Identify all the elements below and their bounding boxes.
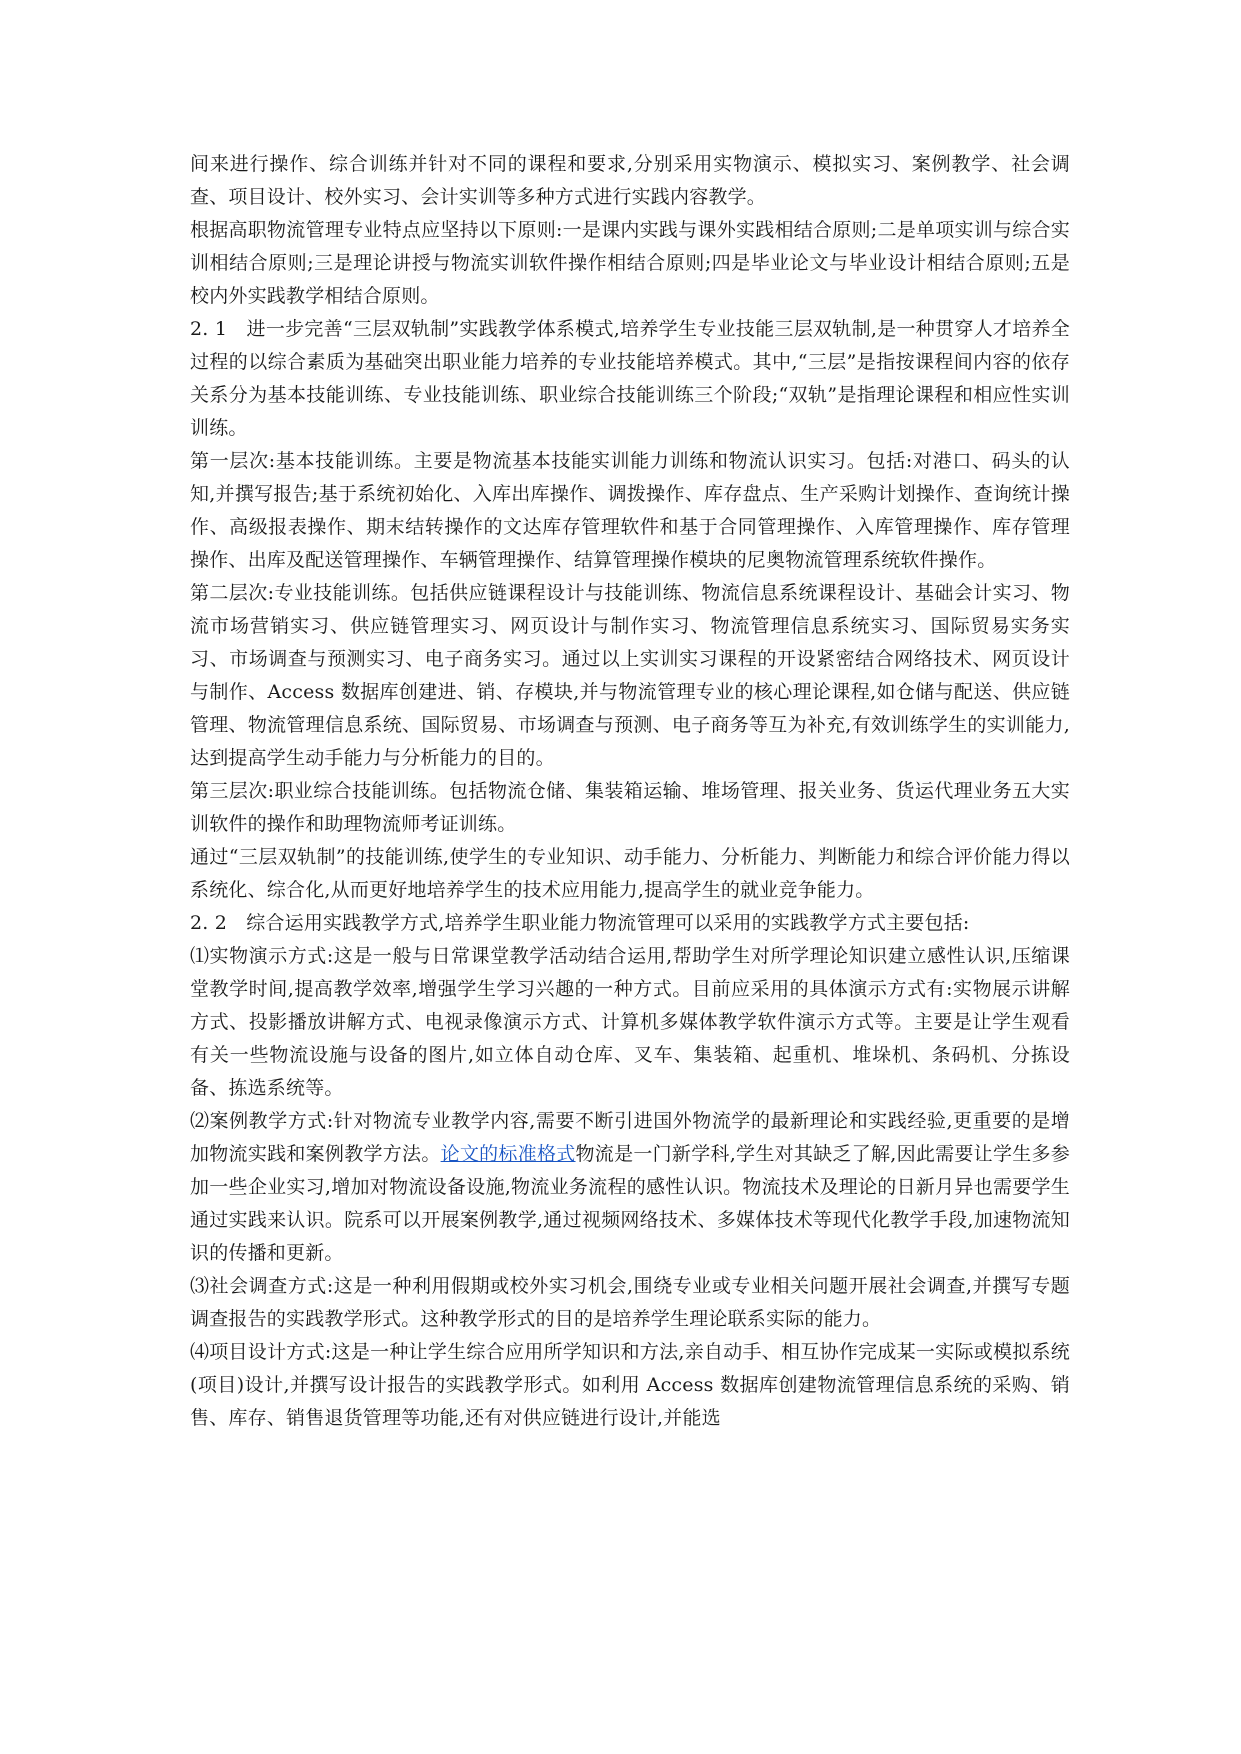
- paragraph-level-one: 第一层次:基本技能训练。主要是物流基本技能实训能力训练和物流认识实习。包括:对港口、码头的认知,并撰写报告;基于系统初始化、入库出库操作、调拨操作、库存盘点、生产采购计划操作、查询统计操作、高级报表操作、期末结转操作的文达库存管理软件和基于合同管理操作、入库管理操作、库存管理操作、出库及配送管理操作、车辆管理操作、结算管理操作模块的尼奥物流管理系统软件操作。: [190, 450, 1070, 571]
- paragraph-level-three: 第三层次:职业综合技能训练。包括物流仓储、集装箱运输、堆场管理、报关业务、货运代理业务五大实训软件的操作和助理物流师考证训练。: [190, 780, 1070, 835]
- paragraph-item-3: ⑶社会调查方式:这是一种利用假期或校外实习机会,围绕专业或专业相关问题开展社会调查,并撰写专题调查报告的实践教学形式。这种教学形式的目的是培养学生理论联系实际的能力。: [190, 1275, 1070, 1330]
- paragraph-continuation: 间来进行操作、综合训练并针对不同的课程和要求,分别采用实物演示、模拟实习、案例教学、社会调查、项目设计、校外实习、会计实训等多种方式进行实践内容教学。: [190, 153, 1070, 208]
- document-body: [190, 148, 1070, 1435]
- item-2-text-before: ⑵案例教学方式:针对物流专业教学内容,需要不断引进国外物流学的最新理论和实践经验,更重要的是增加物流实践和案例教学方法。: [190, 1110, 1070, 1165]
- paper-format-link[interactable]: 论文的标准格式: [440, 1143, 576, 1165]
- paragraph-summary: 通过“三层双轨制”的技能训练,使学生的专业知识、动手能力、分析能力、判断能力和综合评价能力得以系统化、综合化,从而更好地培养学生的技术应用能力,提高学生的就业竞争能力。: [190, 846, 1070, 901]
- paragraph-item-2: [190, 1105, 1070, 1270]
- paragraph-item-4: ⑷项目设计方式:这是一种让学生综合应用所学知识和方法,亲自动手、相互协作完成某一实际或模拟系统(项目)设计,并撰写设计报告的实践教学形式。如利用 Access 数据库创建物流管理信息系统的采购、销售、库存、销售退货管理等功能,还有对供应链进行设计,并能选: [190, 1341, 1070, 1429]
- item-2-text-after: 物流是一门新学科,学生对其缺乏了解,因此需要让学生多参加一些企业实习,增加对物流设备设施,物流业务流程的感性认识。物流技术及理论的日新月异也需要学生通过实践来认识。院系可以开展案例教学,通过视频网络技术、多媒体技术等现代化教学手段,加速物流知识的传播和更新。: [190, 1143, 1070, 1264]
- paragraph-section-2-1: 2. 1 进一步完善“三层双轨制”实践教学体系模式,培养学生专业技能三层双轨制,是一种贯穿人才培养全过程的以综合素质为基础突出职业能力培养的专业技能培养模式。其中,“三层”是指按课程间内容的依存关系分为基本技能训练、专业技能训练、职业综合技能训练三个阶段;“双轨”是指理论课程和相应性实训训练。: [190, 318, 1070, 439]
- paragraph-principles: 根据高职物流管理专业特点应坚持以下原则:一是课内实践与课外实践相结合原则;二是单项实训与综合实训相结合原则;三是理论讲授与物流实训软件操作相结合原则;四是毕业论文与毕业设计相结合原则;五是校内外实践教学相结合原则。: [190, 219, 1070, 307]
- paragraph-section-2-2: 2. 2 综合运用实践教学方式,培养学生职业能力物流管理可以采用的实践教学方式主要包括:: [190, 912, 970, 934]
- paragraph-item-1: ⑴实物演示方式:这是一般与日常课堂教学活动结合运用,帮助学生对所学理论知识建立感性认识,压缩课堂教学时间,提高教学效率,增强学生学习兴趣的一种方式。目前应采用的具体演示方式有:实物展示讲解方式、投影播放讲解方式、电视录像演示方式、计算机多媒体教学软件演示方式等。主要是让学生观看有关一些物流设施与设备的图片,如立体自动仓库、叉车、集装箱、起重机、堆垛机、条码机、分拣设备、拣选系统等。: [190, 945, 1070, 1099]
- paragraph-level-two: 第二层次:专业技能训练。包括供应链课程设计与技能训练、物流信息系统课程设计、基础会计实习、物流市场营销实习、供应链管理实习、网页设计与制作实习、物流管理信息系统实习、国际贸易实务实习、市场调查与预测实习、电子商务实习。通过以上实训实习课程的开设紧密结合网络技术、网页设计与制作、Access 数据库创建进、销、存模块,并与物流管理专业的核心理论课程,如仓储与配送、供应链管理、物流管理信息系统、国际贸易、市场调查与预测、电子商务等互为补充,有效训练学生的实训能力,达到提高学生动手能力与分析能力的目的。: [190, 582, 1070, 769]
